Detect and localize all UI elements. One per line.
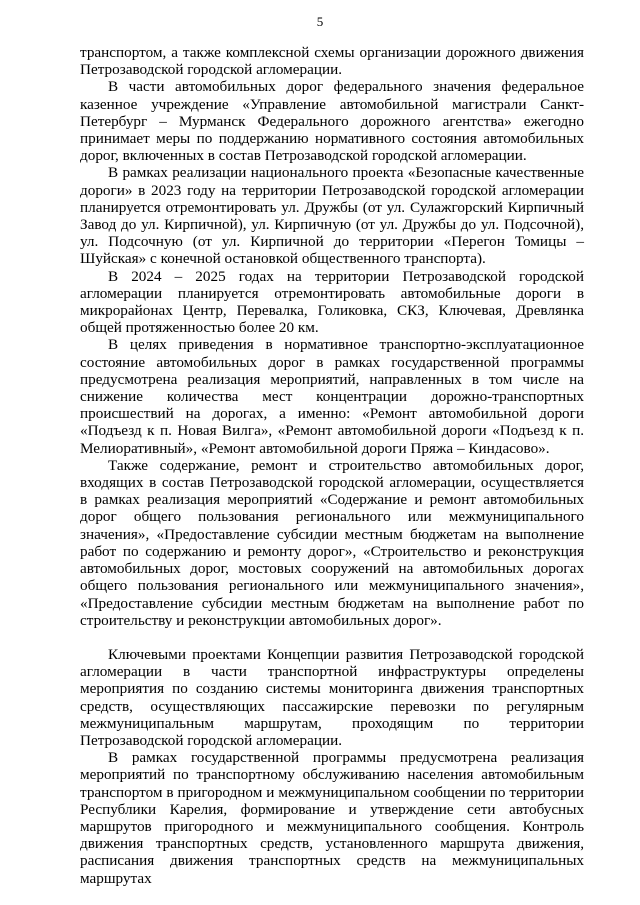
- paragraph-7: Ключевыми проектами Концепции развития Петрозаводской городской агломерации в части транспортной инфраструктуры определены мероприятия по созданию системы мониторинга движения транспортных средств, осуществляющих пассажирские перевозки по регулярным межмуниципальным маршрутам, проходящим по территории Петрозаводской городской агломерации.: [80, 645, 584, 749]
- paragraph-8: В рамках государственной программы предусмотрена реализация мероприятий по транспортному обслуживанию населения автомобильным транспортом в пригородном и межмуниципальном сообщении по территории Республики Карелия, формирование и утверждение сети автобусных маршрутов пригородного и межмуниципального сообщения. Контроль движения транспортных средств, установленного маршрута движения, расписания движения транспортных средств на межмуниципальных маршрутах: [80, 749, 584, 887]
- paragraph-2: В части автомобильных дорог федерального значения федеральное казенное учреждение «Управление автомобильной магистрали Санкт-Петербург – Мурманск Федерального дорожного агентства» ежегодно принимает меры по поддержанию нормативного состояния автомобильных дорог, включенных в состав Петрозаводской городской агломерации.: [80, 78, 584, 165]
- page-number: 5: [316, 14, 324, 29]
- document-body: [80, 44, 584, 887]
- paragraph-6: Также содержание, ремонт и строительство автомобильных дорог, входящих в состав Петрозаводской городской агломерации, осуществляется в рамках реализация мероприятий «Содержание и ремонт автомобильных дорог общего пользования регионального или межмуниципального значения», «Предоставление субсидии местным бюджетам на выполнение работ по содержанию и ремонту дорог», «Строительство и реконструкция автомобильных дорог, мостовых сооружений на автомобильных дорогах общего пользования регионального или межмуниципального значения», «Предоставление субсидии местным бюджетам на выполнение работ по строительству и реконструкции автомобильных дорог».: [80, 456, 584, 629]
- paragraph-1: транспортом, а также комплексной схемы организации дорожного движения Петрозаводской городской агломерации.: [80, 44, 584, 79]
- paragraph-5: В целях приведения в нормативное транспортно-эксплуатационное состояние автомобильных дорог в рамках государственной программы предусмотрена реализация мероприятий, направленных в том числе на снижение количества мест концентрации дорожно-транспортных происшествий на дорогах, а именно: «Ремонт автомобильной дороги «Подъезд к п. Новая Вилга», «Ремонт автомобильной дороги «Подъезд к п. Мелиоративный», «Ремонт автомобильной дороги Пряжа – Киндасово».: [80, 336, 584, 457]
- paragraph-3: В рамках реализации национального проекта «Безопасные качественные дороги» в 2023 году на территории Петрозаводской городской агломерации планируется отремонтировать ул. Дружбы (от ул. Сулажгорский Кирпичный Завод до ул. Кирпичной), ул. Кирпичную (от ул. Дружбы до ул. Подсочной), ул. Подсочную (от ул. Кирпичной до территории «Перегон Томицы – Шуйская» с конечной остановкой общественного транспорта).: [80, 164, 584, 268]
- paragraph-4: В 2024 – 2025 годах на территории Петрозаводской городской агломерации планируется отремонтировать автомобильные дороги в микрорайонах Центр, Перевалка, Голиковка, СКЗ, Ключевая, Древлянка общей протяженностью более 20 км.: [80, 267, 584, 337]
